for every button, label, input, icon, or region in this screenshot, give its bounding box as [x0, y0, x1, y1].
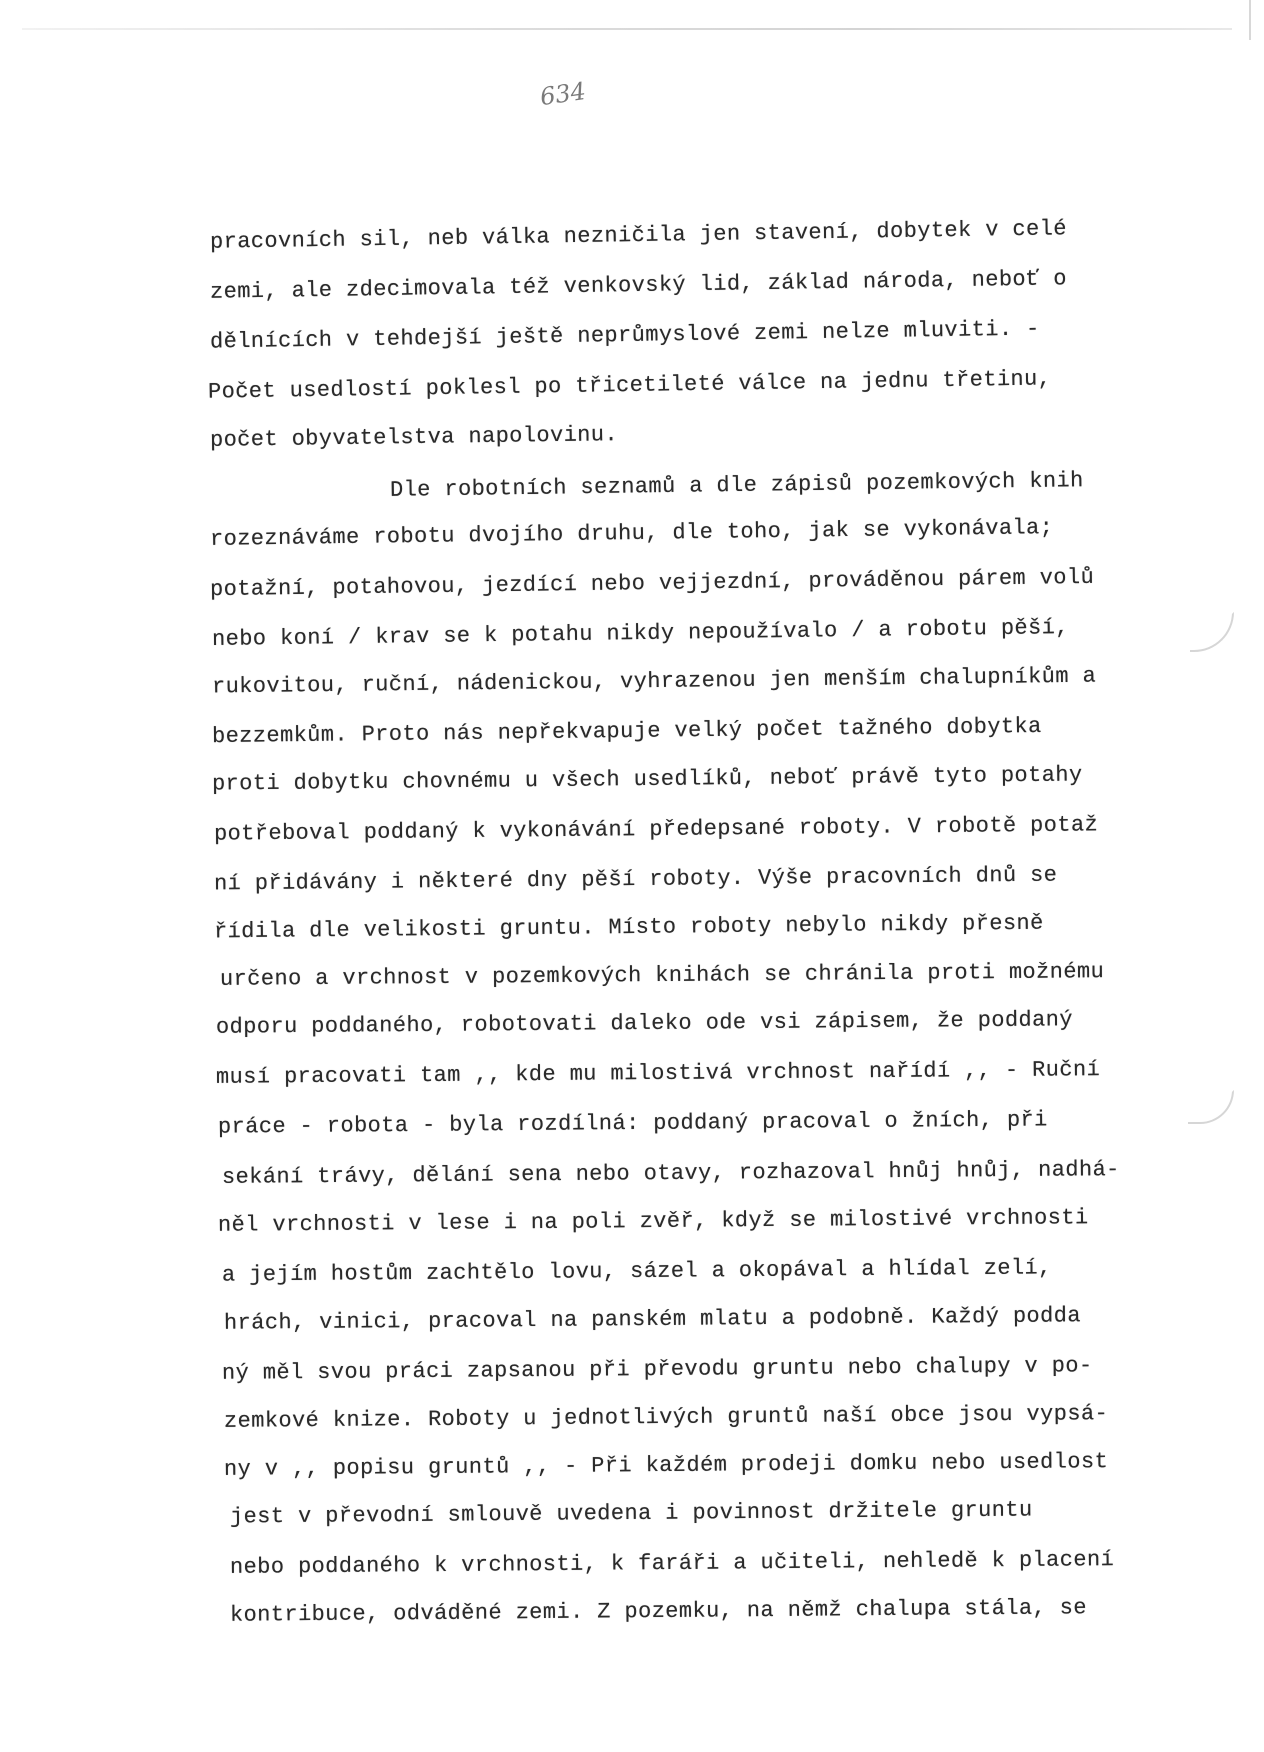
text-line: řídila dle velikosti gruntu. Místo roboty nebylo nikdy přesně — [213, 910, 1044, 945]
text-line: a jejím hostům zachtělo lovu, sázel a okopával a hlídal zelí, — [221, 1255, 1052, 1288]
text-line: rukovitou, ruční, nádenickou, vyhrazenou jen menším chalupníkům a — [211, 663, 1097, 700]
text-line: ný měl svou práci zapsanou při převodu gruntu nebo chalupy v po- — [221, 1353, 1093, 1386]
text-line: něl vrchnosti v lese i na poli zvěř, když se milostivé vrchnosti — [217, 1205, 1089, 1238]
text-line: pracovních sil, neb válka nezničila jen stavení, dobytek v celé — [209, 216, 1068, 255]
text-line: určeno a vrchnost v pozemkových knihách se chránila proti možnému — [219, 959, 1105, 992]
text-line: počet obyvatelstva napolovinu. — [209, 422, 619, 453]
text-line: musí pracovati tam ,, kde mu milostivá vrchnost nařídí ,, - Ruční — [215, 1057, 1101, 1090]
text-line: jest v převodní smlouvě uvedena i povinnost držitele gruntu — [229, 1497, 1033, 1530]
text-line: ny v ,, popisu gruntů ,, - Při každém prodeji domku nebo usedlost — [223, 1449, 1109, 1482]
text-line: ní přidávány i některé dny pěší roboty. Výše pracovních dnů se — [213, 862, 1058, 897]
text-line: práce - robota - byla rozdílná: poddaný pracoval o žních, při — [217, 1107, 1048, 1140]
text-line: dělnících v tehdejší ještě neprůmyslové zemi nelze mluviti. - — [209, 316, 1040, 355]
text-line: zemi, ale zdecimovala též venkovský lid, základ národa, neboť o — [209, 266, 1068, 305]
text-line: potřeboval poddaný k vykonávání předepsané roboty. V robotě potaž — [213, 812, 1099, 847]
text-line: Počet usedlostí poklesl po třicetileté válce na jednu třetinu, — [207, 366, 1052, 405]
text-line: kontribuce, odváděné zemi. Z pozemku, na němž chalupa stála, se — [229, 1595, 1088, 1628]
text-line: hrách, vinici, pracoval na panském mlatu a podobně. Každý podda — [223, 1303, 1082, 1336]
text-line: rozeznáváme robotu dvojího druhu, dle toho, jak se vykonávala; — [209, 515, 1054, 552]
paragraph-start-line: Dle robotních seznamů a dle zápisů pozemkových knih — [389, 468, 1084, 503]
text-line: zemkové knize. Roboty u jednotlivých gruntů naší obce jsou vypsá- — [223, 1401, 1109, 1434]
text-line: nebo koní / krav se k potahu nikdy nepoužívalo / a robotu pěší, — [211, 615, 1070, 652]
handwritten-page-number: 634 — [538, 76, 588, 112]
text-line: potažní, potahovou, jezdící nebo vejjezdní, prováděnou párem volů — [209, 564, 1095, 603]
text-line: sekání trávy, dělání sena nebo otavy, rozhazoval hnůj hnůj, nadhá- — [221, 1157, 1120, 1190]
text-line: nebo poddaného k vrchnosti, k faráři a učiteli, nehledě k placení — [229, 1547, 1115, 1580]
text-line: bezzemkům. Proto nás nepřekvapuje velký počet tažného dobytka — [211, 713, 1042, 750]
text-line: proti dobytku chovnému u všech usedlíků, neboť právě tyto potahy — [211, 762, 1083, 797]
text-line: odporu poddaného, robotovati daleko ode vsi zápisem, že poddaný — [215, 1007, 1074, 1040]
